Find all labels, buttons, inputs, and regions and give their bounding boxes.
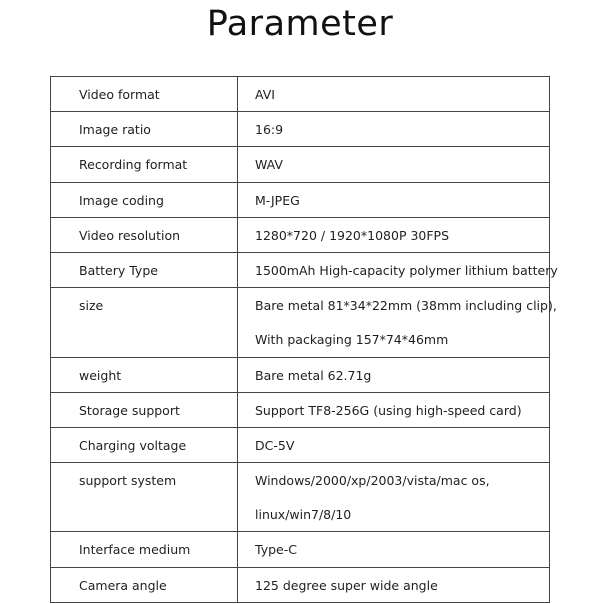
parameter-label-cell	[51, 463, 238, 532]
parameter-value-line: AVI	[255, 87, 275, 102]
parameter-label-cell	[51, 357, 238, 392]
parameter-label-cell	[51, 252, 238, 287]
parameter-label: Camera angle	[79, 577, 167, 593]
parameter-label: Interface medium	[79, 542, 191, 558]
parameter-value-cell	[238, 532, 550, 567]
parameter-value-line: 1500mAh High-capacity polymer lithium battery	[255, 262, 558, 278]
table-row	[51, 567, 550, 602]
table-row	[51, 463, 550, 532]
parameter-label: Recording format	[79, 157, 188, 173]
table-row	[51, 182, 550, 217]
parameter-value-cell	[238, 357, 550, 392]
table-row	[51, 252, 550, 287]
parameter-label-cell	[51, 427, 238, 462]
table-row	[51, 77, 550, 112]
table-row	[51, 357, 550, 392]
table-row	[51, 217, 550, 252]
parameter-label-cell	[51, 112, 238, 147]
parameter-label: Battery Type	[79, 262, 158, 278]
parameter-label-cell	[51, 147, 238, 182]
table-row	[51, 392, 550, 427]
parameter-value-cell	[238, 147, 550, 182]
parameter-value-cell	[238, 392, 550, 427]
parameter-label-cell	[51, 288, 238, 357]
parameter-label-cell	[51, 532, 238, 567]
parameter-label: Storage support	[79, 402, 180, 418]
parameter-label: Video format	[79, 87, 160, 102]
table-row	[51, 288, 550, 357]
parameter-label-cell	[51, 77, 238, 112]
parameter-label: support system	[79, 473, 177, 489]
parameter-label: weight	[79, 367, 122, 383]
parameter-value-line: With packaging 157*74*46mm	[255, 332, 449, 348]
parameter-value-cell	[238, 77, 550, 112]
parameter-value-cell	[238, 567, 550, 602]
parameter-label-cell	[51, 217, 238, 252]
page-title: Parameter	[206, 4, 394, 44]
parameter-value-line: 1280*720 / 1920*1080P 30FPS	[255, 227, 450, 243]
parameter-table	[50, 76, 558, 603]
parameter-label: size	[79, 298, 104, 314]
parameter-value-cell	[238, 112, 550, 147]
parameter-value-cell	[238, 463, 550, 532]
parameter-value-line: Type-C	[255, 542, 297, 558]
parameter-table-body	[51, 77, 558, 603]
parameter-value-cell	[238, 182, 550, 217]
parameter-value-line: WAV	[255, 157, 283, 173]
table-row	[51, 112, 550, 147]
table-row	[51, 147, 550, 182]
parameter-label-cell	[51, 182, 238, 217]
parameter-value-line: Bare metal 62.71g	[255, 367, 372, 383]
parameter-value-line: Windows/2000/xp/2003/vista/mac os,	[255, 473, 490, 489]
table-row	[51, 532, 550, 567]
table-row	[51, 427, 550, 462]
parameter-value-line: Bare metal 81*34*22mm (38mm including clip),	[255, 298, 557, 314]
parameter-label: Image coding	[79, 192, 164, 208]
parameter-label: Charging voltage	[79, 437, 187, 453]
parameter-label: Image ratio	[79, 122, 151, 138]
parameter-label: Video resolution	[79, 227, 181, 243]
parameter-value-cell	[238, 427, 550, 462]
parameter-label-cell	[51, 392, 238, 427]
parameter-value-cell	[238, 252, 558, 287]
parameter-label-cell	[51, 567, 238, 602]
parameter-value-cell	[238, 288, 557, 357]
parameter-value-cell	[238, 217, 550, 252]
parameter-value-line: Support TF8-256G (using high-speed card)	[255, 402, 522, 418]
parameter-value-line: M-JPEG	[255, 192, 300, 208]
parameter-value-line: 16:9	[255, 122, 284, 138]
parameter-value-line: 125 degree super wide angle	[255, 577, 438, 593]
parameter-value-line: linux/win7/8/10	[255, 507, 352, 523]
parameter-value-line: DC-5V	[255, 437, 295, 453]
